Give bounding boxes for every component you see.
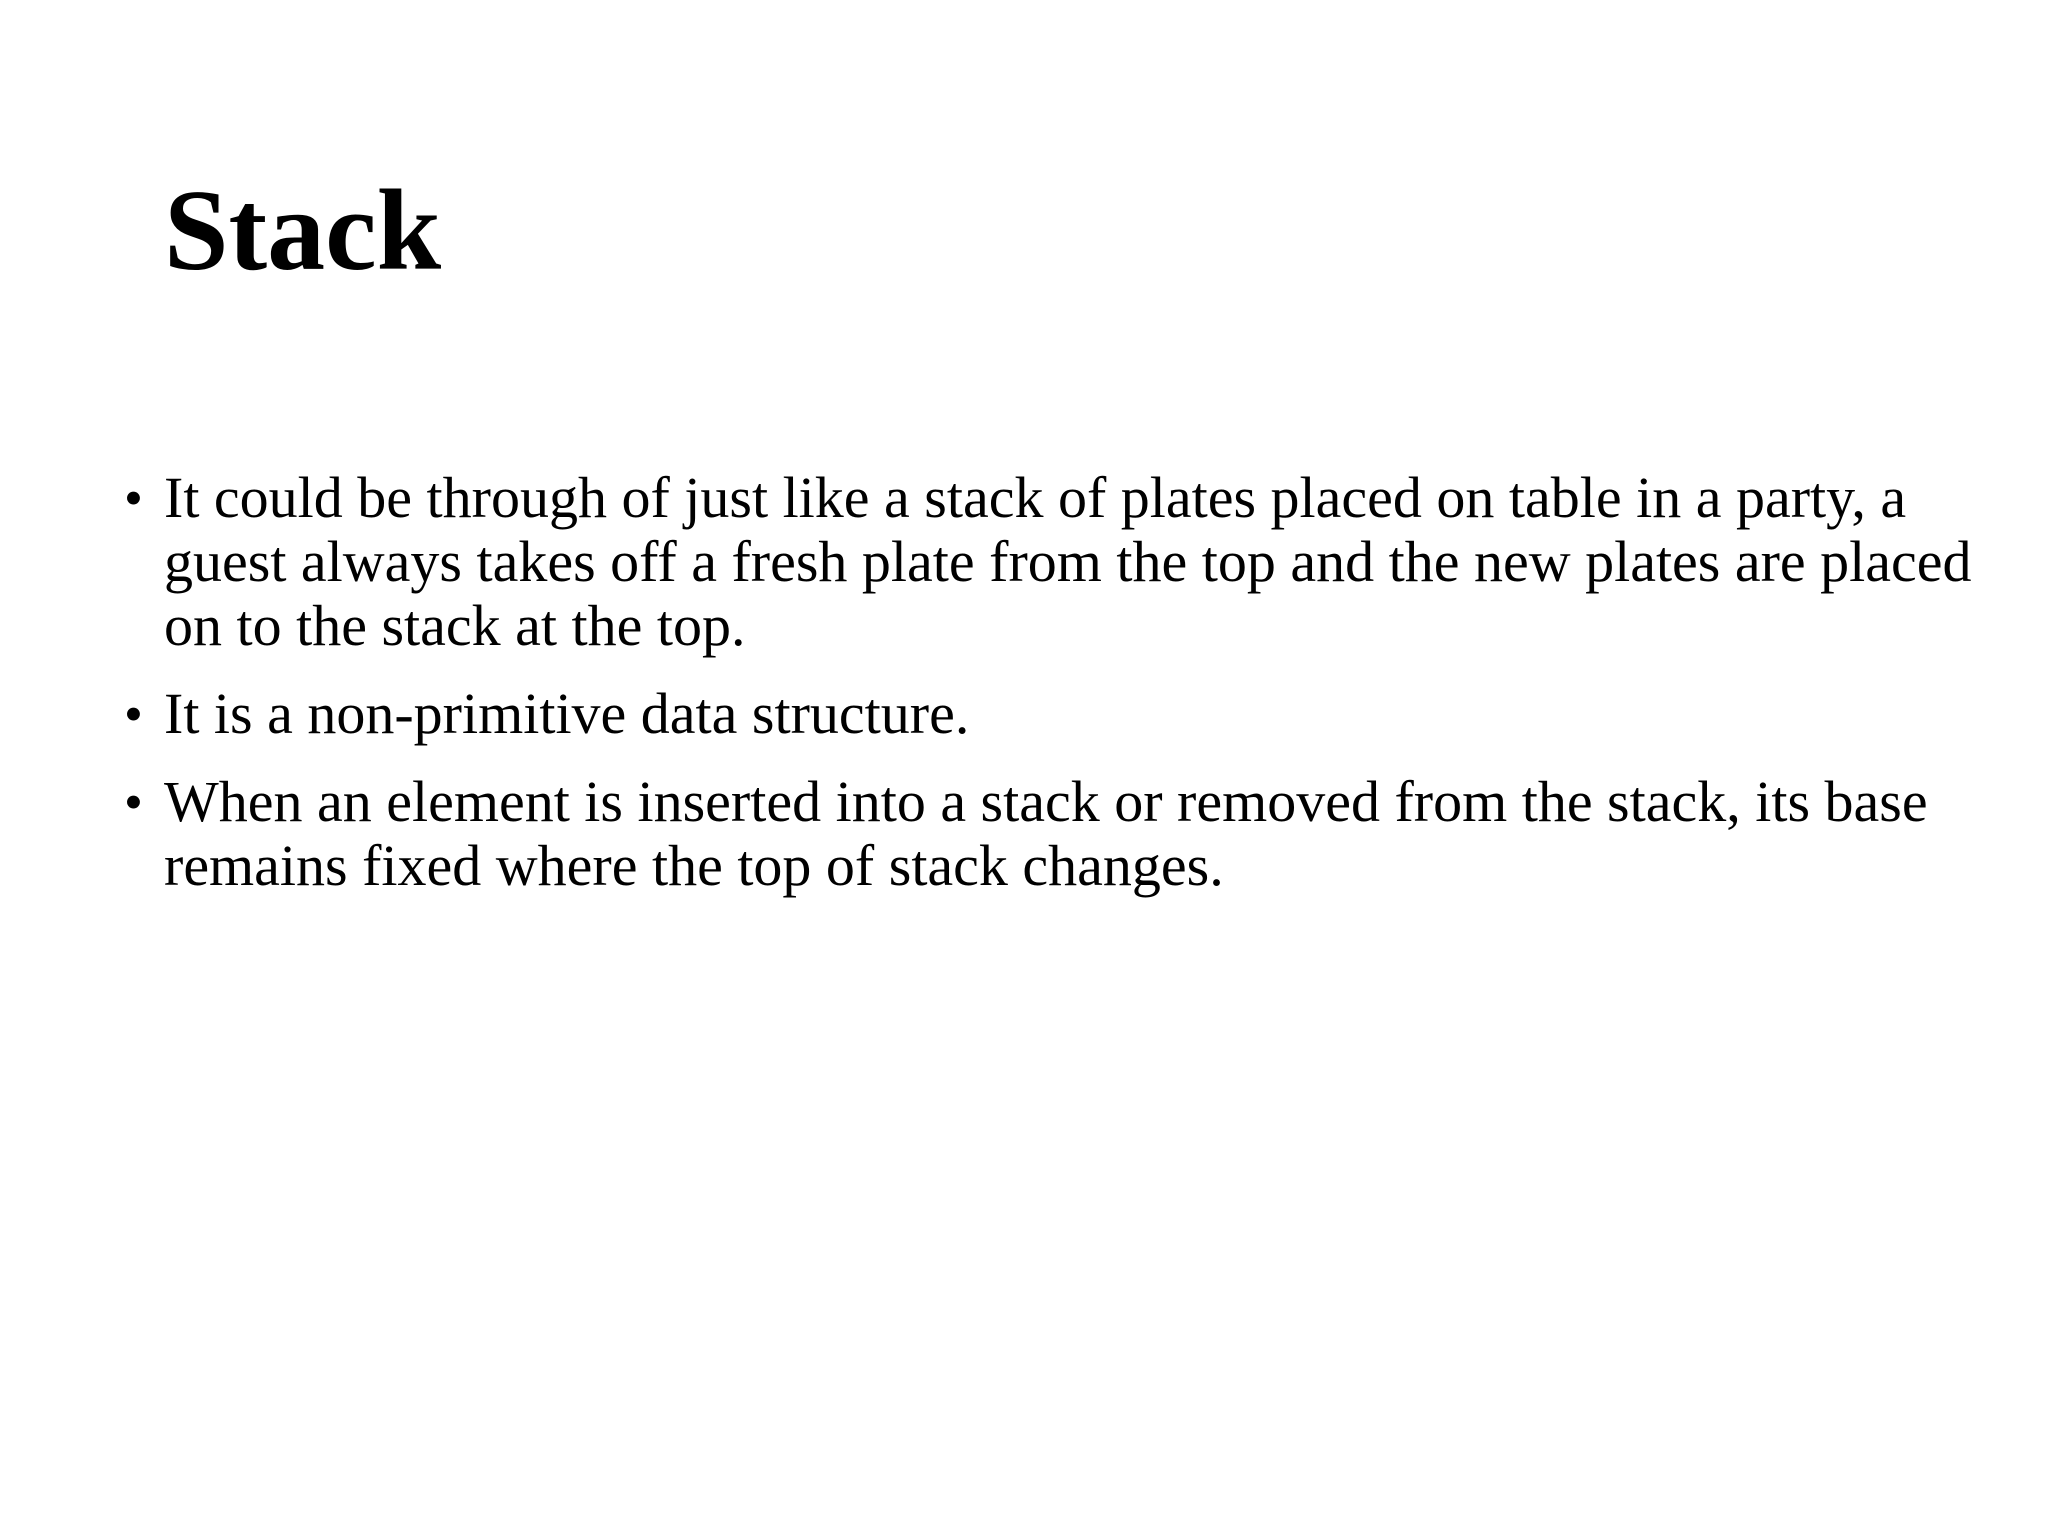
bullet-icon: • [124,684,143,744]
bullet-text: It could be through of just like a stack of plates placed on table in a party, a guest always takes off a fresh plate from the top and the new plates are placed on to the stack at the top. [164,465,1972,658]
slide-title: Stack [164,167,442,295]
bullet-list [124,466,2014,922]
bullet-icon: • [124,772,143,832]
bullet-item-non-primitive [124,682,2014,746]
bullet-icon: • [124,468,143,528]
bullet-text: It is a non-primitive data structure. [164,681,970,746]
bullet-item-base-fixed [124,770,2014,898]
bullet-item-plates-analogy [124,466,2014,658]
bullet-text: When an element is inserted into a stack or removed from the stack, its base remains fixed where the top of stack changes. [164,769,1928,898]
